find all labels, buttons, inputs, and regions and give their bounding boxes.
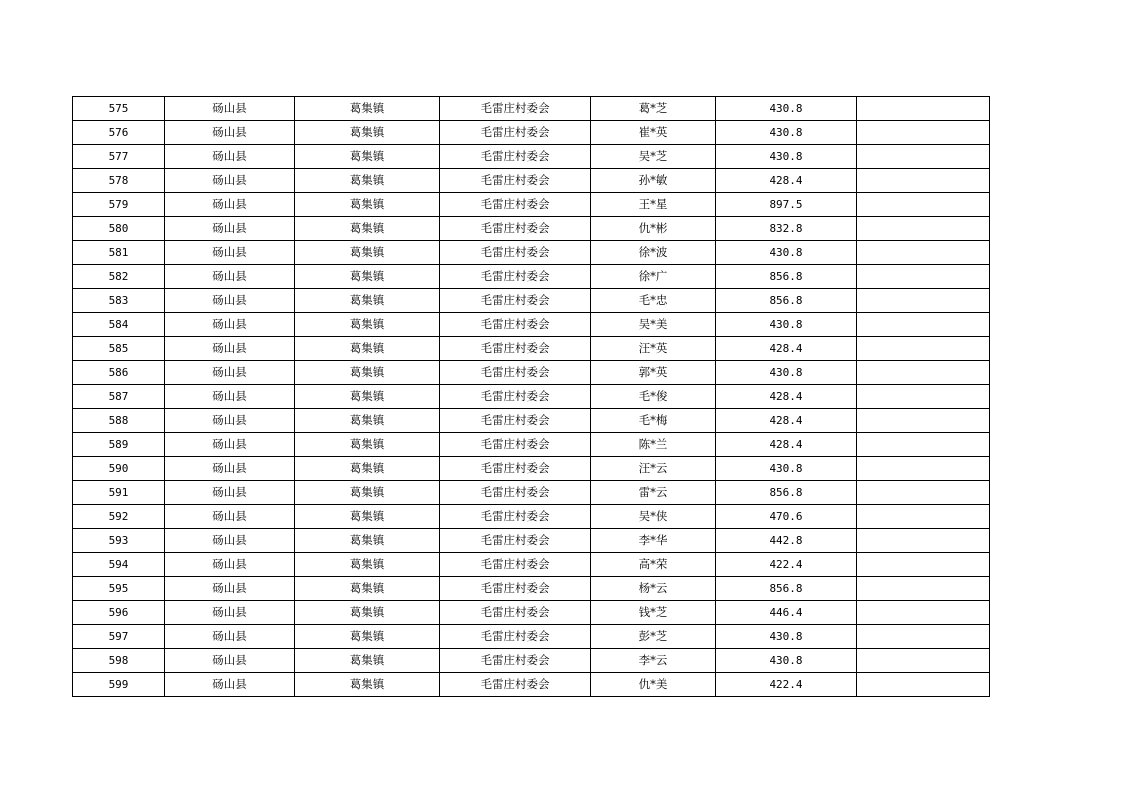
row-number-cell: 598 [73, 649, 165, 673]
village-cell: 毛雷庄村委会 [440, 601, 591, 625]
village-cell: 毛雷庄村委会 [440, 505, 591, 529]
county-cell: 砀山县 [165, 241, 295, 265]
table-row [73, 169, 990, 193]
remark-cell [857, 337, 990, 361]
county-cell: 砀山县 [165, 337, 295, 361]
town-cell: 葛集镇 [295, 601, 440, 625]
town-cell: 葛集镇 [295, 265, 440, 289]
row-number-cell: 593 [73, 529, 165, 553]
town-cell: 葛集镇 [295, 361, 440, 385]
county-cell: 砀山县 [165, 265, 295, 289]
village-cell: 毛雷庄村委会 [440, 385, 591, 409]
row-number-cell: 595 [73, 577, 165, 601]
remark-cell [857, 169, 990, 193]
village-cell: 毛雷庄村委会 [440, 289, 591, 313]
table-row [73, 457, 990, 481]
remark-cell [857, 145, 990, 169]
village-cell: 毛雷庄村委会 [440, 241, 591, 265]
county-cell: 砀山县 [165, 481, 295, 505]
table-row [73, 217, 990, 241]
table-row [73, 577, 990, 601]
county-cell: 砀山县 [165, 433, 295, 457]
town-cell: 葛集镇 [295, 337, 440, 361]
table-row [73, 673, 990, 697]
row-number-cell: 594 [73, 553, 165, 577]
remark-cell [857, 289, 990, 313]
county-cell: 砀山县 [165, 169, 295, 193]
county-cell: 砀山县 [165, 145, 295, 169]
county-cell: 砀山县 [165, 97, 295, 121]
row-number-cell: 587 [73, 385, 165, 409]
table-row [73, 145, 990, 169]
remark-cell [857, 481, 990, 505]
name-cell: 杨*云 [591, 577, 716, 601]
county-cell: 砀山县 [165, 577, 295, 601]
village-cell: 毛雷庄村委会 [440, 337, 591, 361]
row-number-cell: 579 [73, 193, 165, 217]
name-cell: 雷*云 [591, 481, 716, 505]
county-cell: 砀山县 [165, 625, 295, 649]
name-cell: 吴*美 [591, 313, 716, 337]
table-row [73, 337, 990, 361]
remark-cell [857, 553, 990, 577]
table-row [73, 121, 990, 145]
name-cell: 陈*兰 [591, 433, 716, 457]
town-cell: 葛集镇 [295, 385, 440, 409]
village-cell: 毛雷庄村委会 [440, 673, 591, 697]
town-cell: 葛集镇 [295, 145, 440, 169]
table-row [73, 385, 990, 409]
village-cell: 毛雷庄村委会 [440, 265, 591, 289]
remark-cell [857, 529, 990, 553]
table-row [73, 481, 990, 505]
county-cell: 砀山县 [165, 121, 295, 145]
remark-cell [857, 217, 990, 241]
town-cell: 葛集镇 [295, 481, 440, 505]
town-cell: 葛集镇 [295, 121, 440, 145]
village-cell: 毛雷庄村委会 [440, 481, 591, 505]
village-cell: 毛雷庄村委会 [440, 577, 591, 601]
table-row [73, 529, 990, 553]
amount-cell: 428.4 [716, 337, 857, 361]
town-cell: 葛集镇 [295, 217, 440, 241]
row-number-cell: 578 [73, 169, 165, 193]
county-cell: 砀山县 [165, 649, 295, 673]
table-row [73, 649, 990, 673]
county-cell: 砀山县 [165, 409, 295, 433]
row-number-cell: 575 [73, 97, 165, 121]
remark-cell [857, 193, 990, 217]
table-body [73, 97, 990, 697]
village-cell: 毛雷庄村委会 [440, 169, 591, 193]
county-cell: 砀山县 [165, 601, 295, 625]
town-cell: 葛集镇 [295, 313, 440, 337]
county-cell: 砀山县 [165, 529, 295, 553]
remark-cell [857, 409, 990, 433]
row-number-cell: 596 [73, 601, 165, 625]
remark-cell [857, 433, 990, 457]
amount-cell: 856.8 [716, 265, 857, 289]
remark-cell [857, 625, 990, 649]
name-cell: 毛*忠 [591, 289, 716, 313]
village-cell: 毛雷庄村委会 [440, 553, 591, 577]
county-cell: 砀山县 [165, 289, 295, 313]
amount-cell: 430.8 [716, 145, 857, 169]
name-cell: 汪*云 [591, 457, 716, 481]
row-number-cell: 585 [73, 337, 165, 361]
amount-cell: 430.8 [716, 625, 857, 649]
amount-cell: 430.8 [716, 121, 857, 145]
remark-cell [857, 385, 990, 409]
table-row [73, 625, 990, 649]
table-row [73, 409, 990, 433]
town-cell: 葛集镇 [295, 505, 440, 529]
row-number-cell: 588 [73, 409, 165, 433]
amount-cell: 430.8 [716, 241, 857, 265]
row-number-cell: 584 [73, 313, 165, 337]
remark-cell [857, 457, 990, 481]
row-number-cell: 582 [73, 265, 165, 289]
county-cell: 砀山县 [165, 457, 295, 481]
county-cell: 砀山县 [165, 193, 295, 217]
name-cell: 葛*芝 [591, 97, 716, 121]
row-number-cell: 580 [73, 217, 165, 241]
row-number-cell: 586 [73, 361, 165, 385]
remark-cell [857, 649, 990, 673]
name-cell: 高*荣 [591, 553, 716, 577]
row-number-cell: 597 [73, 625, 165, 649]
remark-cell [857, 313, 990, 337]
amount-cell: 430.8 [716, 361, 857, 385]
amount-cell: 856.8 [716, 577, 857, 601]
town-cell: 葛集镇 [295, 553, 440, 577]
town-cell: 葛集镇 [295, 193, 440, 217]
name-cell: 彭*芝 [591, 625, 716, 649]
table-row [73, 289, 990, 313]
remark-cell [857, 673, 990, 697]
remark-cell [857, 121, 990, 145]
document-sheet [72, 96, 990, 697]
town-cell: 葛集镇 [295, 169, 440, 193]
county-cell: 砀山县 [165, 313, 295, 337]
amount-cell: 428.4 [716, 385, 857, 409]
table-row [73, 241, 990, 265]
town-cell: 葛集镇 [295, 673, 440, 697]
village-cell: 毛雷庄村委会 [440, 97, 591, 121]
amount-cell: 422.4 [716, 553, 857, 577]
row-number-cell: 589 [73, 433, 165, 457]
county-cell: 砀山县 [165, 673, 295, 697]
table-row [73, 361, 990, 385]
amount-cell: 470.6 [716, 505, 857, 529]
amount-cell: 428.4 [716, 433, 857, 457]
town-cell: 葛集镇 [295, 241, 440, 265]
name-cell: 仇*美 [591, 673, 716, 697]
row-number-cell: 583 [73, 289, 165, 313]
name-cell: 李*华 [591, 529, 716, 553]
row-number-cell: 576 [73, 121, 165, 145]
table-row [73, 553, 990, 577]
remark-cell [857, 265, 990, 289]
amount-cell: 897.5 [716, 193, 857, 217]
county-cell: 砀山县 [165, 505, 295, 529]
remark-cell [857, 97, 990, 121]
name-cell: 王*星 [591, 193, 716, 217]
county-cell: 砀山县 [165, 385, 295, 409]
village-cell: 毛雷庄村委会 [440, 433, 591, 457]
table-row [73, 193, 990, 217]
row-number-cell: 592 [73, 505, 165, 529]
town-cell: 葛集镇 [295, 577, 440, 601]
name-cell: 毛*梅 [591, 409, 716, 433]
amount-cell: 430.8 [716, 457, 857, 481]
town-cell: 葛集镇 [295, 625, 440, 649]
name-cell: 毛*俊 [591, 385, 716, 409]
row-number-cell: 590 [73, 457, 165, 481]
table-row [73, 265, 990, 289]
village-cell: 毛雷庄村委会 [440, 529, 591, 553]
amount-cell: 446.4 [716, 601, 857, 625]
table-row [73, 601, 990, 625]
table-row [73, 313, 990, 337]
village-cell: 毛雷庄村委会 [440, 313, 591, 337]
row-number-cell: 577 [73, 145, 165, 169]
village-cell: 毛雷庄村委会 [440, 193, 591, 217]
name-cell: 仇*彬 [591, 217, 716, 241]
data-table [72, 96, 990, 697]
town-cell: 葛集镇 [295, 433, 440, 457]
village-cell: 毛雷庄村委会 [440, 145, 591, 169]
county-cell: 砀山县 [165, 553, 295, 577]
remark-cell [857, 577, 990, 601]
village-cell: 毛雷庄村委会 [440, 121, 591, 145]
amount-cell: 442.8 [716, 529, 857, 553]
name-cell: 吴*芝 [591, 145, 716, 169]
village-cell: 毛雷庄村委会 [440, 457, 591, 481]
name-cell: 崔*英 [591, 121, 716, 145]
row-number-cell: 581 [73, 241, 165, 265]
name-cell: 李*云 [591, 649, 716, 673]
amount-cell: 856.8 [716, 289, 857, 313]
amount-cell: 856.8 [716, 481, 857, 505]
amount-cell: 430.8 [716, 313, 857, 337]
town-cell: 葛集镇 [295, 529, 440, 553]
town-cell: 葛集镇 [295, 289, 440, 313]
row-number-cell: 591 [73, 481, 165, 505]
remark-cell [857, 361, 990, 385]
amount-cell: 422.4 [716, 673, 857, 697]
county-cell: 砀山县 [165, 361, 295, 385]
name-cell: 钱*芝 [591, 601, 716, 625]
amount-cell: 430.8 [716, 649, 857, 673]
name-cell: 汪*英 [591, 337, 716, 361]
remark-cell [857, 241, 990, 265]
amount-cell: 430.8 [716, 97, 857, 121]
village-cell: 毛雷庄村委会 [440, 361, 591, 385]
town-cell: 葛集镇 [295, 649, 440, 673]
village-cell: 毛雷庄村委会 [440, 625, 591, 649]
name-cell: 郭*英 [591, 361, 716, 385]
remark-cell [857, 601, 990, 625]
table-row [73, 433, 990, 457]
amount-cell: 428.4 [716, 409, 857, 433]
amount-cell: 428.4 [716, 169, 857, 193]
amount-cell: 832.8 [716, 217, 857, 241]
remark-cell [857, 505, 990, 529]
town-cell: 葛集镇 [295, 97, 440, 121]
table-row [73, 505, 990, 529]
table-row [73, 97, 990, 121]
name-cell: 徐*波 [591, 241, 716, 265]
village-cell: 毛雷庄村委会 [440, 649, 591, 673]
county-cell: 砀山县 [165, 217, 295, 241]
town-cell: 葛集镇 [295, 409, 440, 433]
name-cell: 孙*敏 [591, 169, 716, 193]
row-number-cell: 599 [73, 673, 165, 697]
village-cell: 毛雷庄村委会 [440, 217, 591, 241]
name-cell: 吴*侠 [591, 505, 716, 529]
village-cell: 毛雷庄村委会 [440, 409, 591, 433]
name-cell: 徐*广 [591, 265, 716, 289]
town-cell: 葛集镇 [295, 457, 440, 481]
